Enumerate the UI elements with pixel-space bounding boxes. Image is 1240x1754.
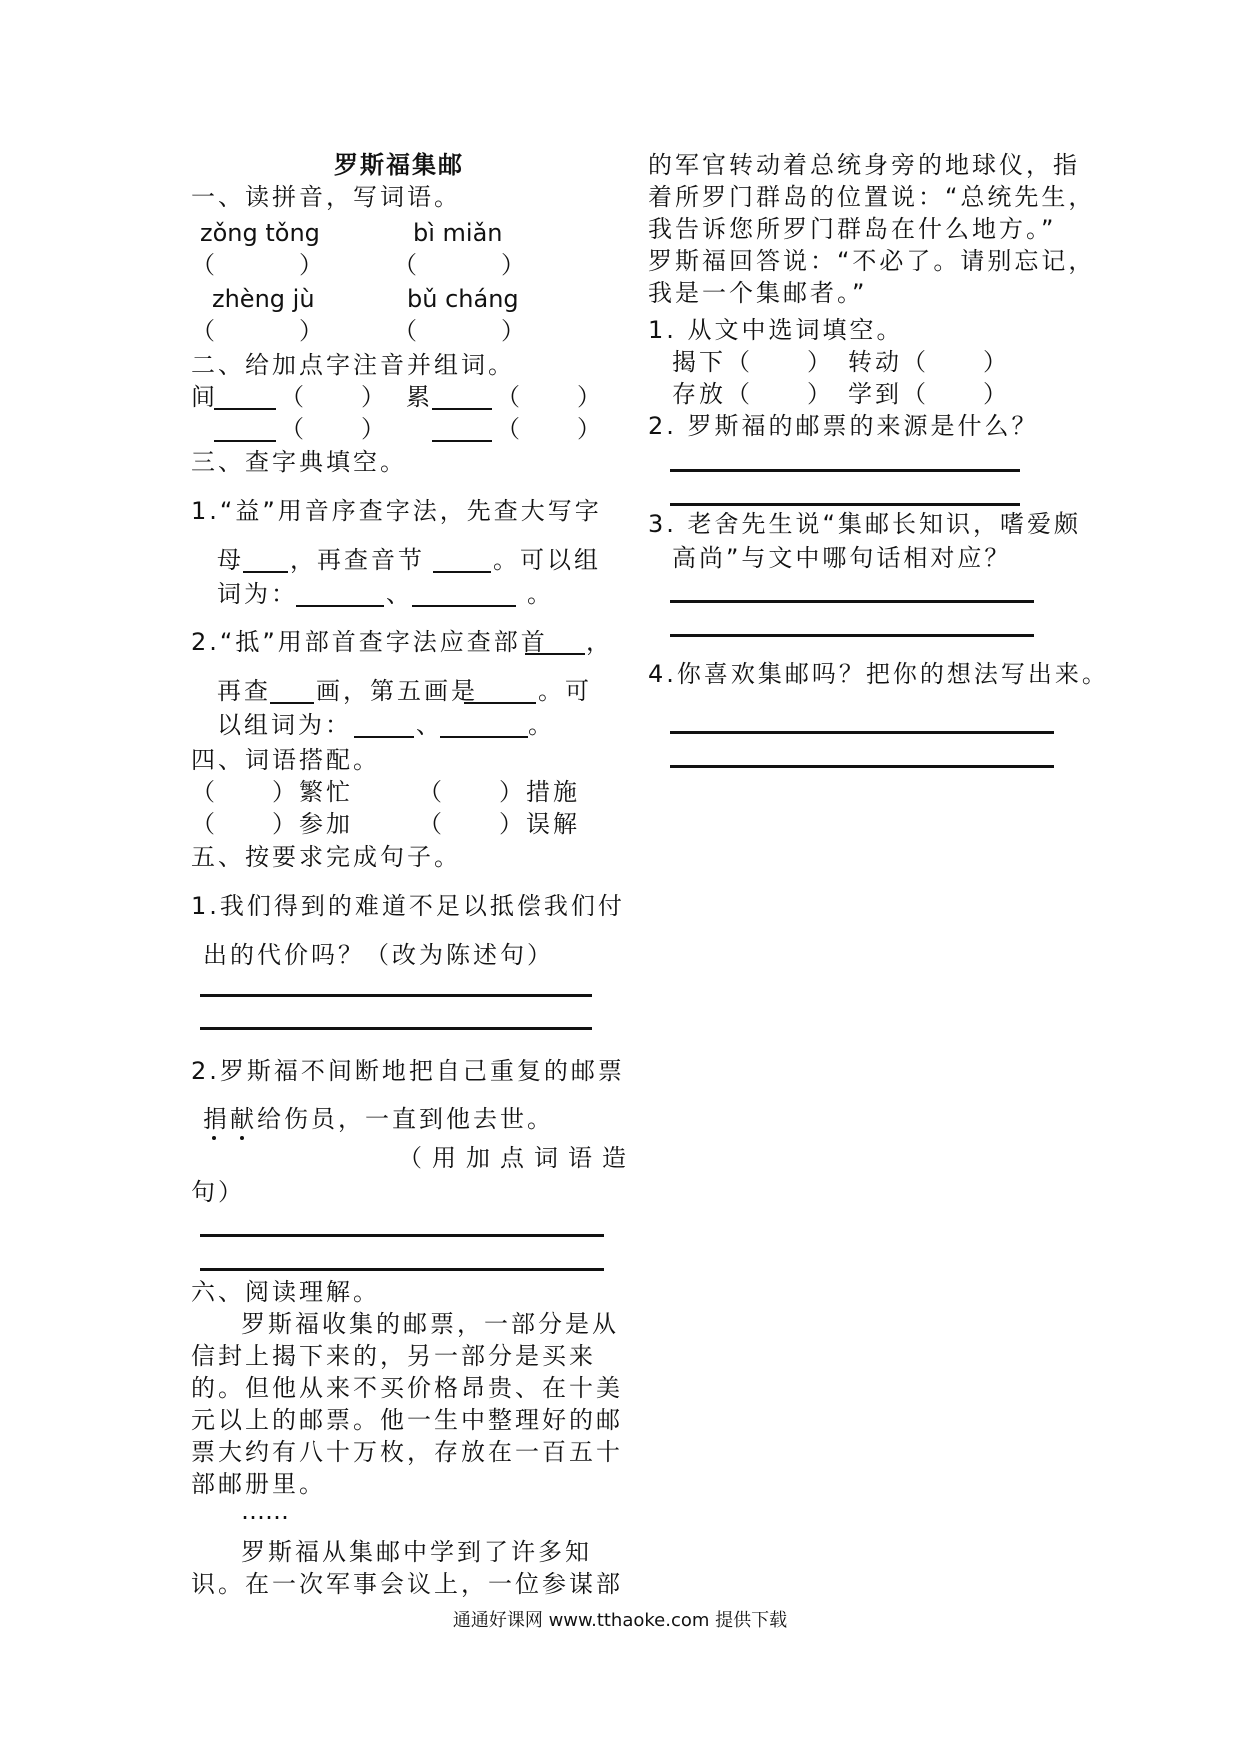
reading-line: 罗斯福收集的邮票，一部分是从 — [241, 1310, 619, 1338]
blank-line — [354, 736, 414, 738]
s5-q2-line1: 2.罗斯福不间断地把自己重复的邮票 — [191, 1057, 625, 1085]
answer-line — [670, 469, 1020, 472]
s3-q2-line3-a: 以组词为： — [217, 711, 352, 739]
answer-line — [670, 600, 1034, 603]
reading-line-right: 的军官转动着总统身旁的地球仪，指 — [648, 151, 1080, 179]
section-1-heading: 一、读拼音，写词语。 — [191, 183, 461, 211]
blank-line — [412, 605, 516, 607]
emphasis-dot — [212, 1136, 216, 1140]
right-q4: 4.你喜欢集邮吗？把你的想法写出来。 — [648, 660, 1109, 688]
reading-line: 罗斯福从集邮中学到了许多知 — [241, 1538, 592, 1566]
page-footer: 通通好课网 www.tthaoke.com 提供下载 — [452, 1610, 788, 1631]
fill-item: 学到（ ） — [848, 380, 1010, 408]
blank-line — [440, 736, 528, 738]
answer-paren: （ ） — [496, 415, 604, 443]
s3-q1-line1: 1.“益”用音序查字法，先查大写字 — [191, 497, 602, 525]
answer-paren: （ ） — [280, 383, 388, 411]
s5-q2-line4: 句） — [191, 1178, 245, 1206]
fill-item: 存放（ ） — [672, 380, 834, 408]
reading-line-right: 我是一个集邮者。” — [648, 279, 868, 307]
s3-q2-line2-b: 画，第五画是 — [316, 677, 478, 705]
section-6-heading: 六、阅读理解。 — [191, 1278, 380, 1306]
s3-q1-line2-b: ，再查音节 — [290, 546, 425, 574]
s3-q2-line2-c: 。可 — [538, 677, 592, 705]
blank-line — [464, 702, 536, 704]
right-q2: 2. 罗斯福的邮票的来源是什么？ — [648, 412, 1039, 440]
reading-line: 部邮册里。 — [191, 1470, 326, 1498]
ellipsis: …… — [241, 1497, 289, 1525]
answer-line — [670, 634, 1034, 637]
answer-line — [670, 731, 1054, 734]
blank-line — [525, 653, 585, 655]
blank-line — [432, 408, 492, 410]
answer-line — [200, 1268, 604, 1271]
right-q3-line2: 高尚”与文中哪句话相对应？ — [672, 544, 1012, 572]
dotted-char-lei: 累 — [406, 383, 433, 411]
blank-line — [296, 605, 384, 607]
pinyin-zongtong: zǒng tǒng — [200, 219, 320, 247]
match-item: （ ）误解 — [418, 810, 580, 838]
blank-line — [243, 571, 288, 573]
reading-line-right: 罗斯福回答说：“不必了。请别忘记， — [648, 247, 1096, 275]
blank-line — [432, 440, 492, 442]
reading-line: 的。但他从来不买价格昂贵、在十美 — [191, 1374, 623, 1402]
s5-q1-line1: 1.我们得到的难道不足以抵偿我们付 — [191, 892, 625, 920]
reading-line-right: 着所罗门群岛的位置说：“总统先生， — [648, 183, 1096, 211]
match-item: （ ）繁忙 — [191, 778, 353, 806]
s3-q1-line2-a: 母 — [217, 546, 244, 574]
right-q3-line1: 3. 老舍先生说“集邮长知识，嗜爱颇 — [648, 510, 1081, 538]
answer-line — [670, 765, 1054, 768]
answer-paren: （ ） — [393, 251, 528, 279]
section-2-heading: 二、给加点字注音并组词。 — [191, 351, 515, 379]
reading-line: 票大约有八十万枚，存放在一百五十 — [191, 1438, 623, 1466]
s3-q2-line1-comma: ， — [586, 628, 613, 656]
pinyin-bimian: bì miǎn — [413, 219, 503, 247]
section-3-heading: 三、查字典填空。 — [191, 448, 407, 476]
answer-paren: （ ） — [191, 251, 326, 279]
pinyin-buchang: bǔ cháng — [407, 285, 519, 313]
s3-q2-line3-b: 、 — [416, 711, 443, 739]
s3-q2-line3-c: 。 — [528, 711, 555, 739]
blank-line — [214, 440, 276, 442]
match-item: （ ）参加 — [191, 810, 353, 838]
answer-paren: （ ） — [280, 415, 388, 443]
answer-paren: （ ） — [393, 317, 528, 345]
s3-q1-line3-c: 。 — [527, 580, 554, 608]
page-title: 罗斯福集邮 — [334, 151, 464, 179]
answer-line — [200, 1027, 592, 1030]
s5-q1-line2: 出的代价吗？（改为陈述句） — [203, 941, 554, 969]
s3-q2-line1: 2.“抵”用部首查字法应查部首 — [191, 628, 548, 656]
blank-line — [214, 408, 276, 410]
s3-q1-line2-c: 。可以组 — [493, 546, 601, 574]
answer-line — [200, 994, 592, 997]
fill-item: 揭下（ ） — [672, 348, 834, 376]
right-q1: 1. 从文中选词填空。 — [648, 316, 904, 344]
answer-paren: （ ） — [496, 383, 604, 411]
blank-line — [270, 702, 314, 704]
match-item: （ ）措施 — [418, 778, 580, 806]
fill-item: 转动（ ） — [848, 348, 1010, 376]
emphasis-dot — [240, 1136, 244, 1140]
answer-line — [670, 503, 1020, 506]
reading-line: 信封上揭下来的，另一部分是买来 — [191, 1342, 596, 1370]
answer-paren: （ ） — [191, 317, 326, 345]
reading-line: 识。在一次军事会议上，一位参谋部 — [191, 1570, 623, 1598]
reading-line-right: 我告诉您所罗门群岛在什么地方。” — [648, 215, 1057, 243]
s3-q1-line3-a: 词为： — [217, 580, 298, 608]
answer-line — [200, 1234, 604, 1237]
blank-line — [433, 571, 491, 573]
dotted-char-jian: 间 — [191, 383, 218, 411]
pinyin-zhengju: zhèng jù — [212, 285, 315, 313]
section-4-heading: 四、词语搭配。 — [191, 746, 380, 774]
s5-q2-line2: 捐献给伤员，一直到他去世。 — [203, 1105, 554, 1133]
reading-line: 元以上的邮票。他一生中整理好的邮 — [191, 1406, 623, 1434]
s3-q1-line3-b: 、 — [386, 580, 413, 608]
section-5-heading: 五、按要求完成句子。 — [191, 843, 461, 871]
s3-q2-line2-a: 再查 — [217, 677, 271, 705]
s5-q2-line3: （用加点词语造 — [398, 1144, 636, 1172]
